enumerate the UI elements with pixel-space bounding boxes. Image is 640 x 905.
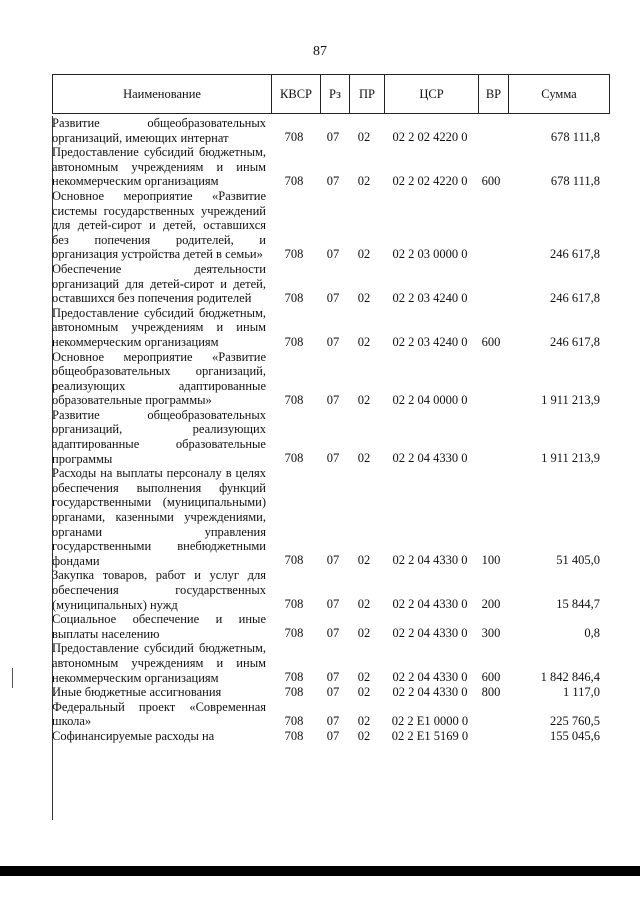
cell-pr: 02 — [357, 246, 371, 261]
cell-rz: 07 — [326, 451, 340, 466]
cell-vr: 600 — [481, 670, 501, 685]
header-pr: ПР — [350, 75, 385, 113]
cell-kvsr: 708 — [284, 451, 304, 466]
cell-csr: 02 2 04 4330 0 — [392, 670, 468, 685]
cell-sum: 246 617,8 — [550, 290, 600, 305]
cell-kvsr: 708 — [284, 246, 304, 261]
table-body — [52, 116, 612, 744]
cell-vr: 800 — [481, 684, 501, 699]
cell-kvsr: 708 — [284, 130, 304, 145]
cell-name: Социальное обеспечение и иные выплаты населению — [52, 612, 266, 641]
header-vr: ВР — [479, 75, 509, 113]
table-row — [52, 189, 612, 262]
cell-sum: 1 117,0 — [562, 684, 600, 699]
cell-kvsr: 708 — [284, 670, 304, 685]
cell-rz: 07 — [326, 334, 340, 349]
cell-csr: 02 2 03 4240 0 — [392, 290, 468, 305]
cell-rz: 07 — [326, 728, 340, 743]
cell-sum: 1 911 213,9 — [541, 451, 600, 466]
cell-kvsr: 708 — [284, 290, 304, 305]
cell-csr: 02 2 03 0000 0 — [392, 246, 468, 261]
cell-sum: 155 045,6 — [550, 728, 600, 743]
table-row — [52, 612, 612, 641]
cell-csr: 02 2 04 4330 0 — [392, 684, 468, 699]
scan-artifact — [12, 668, 13, 688]
cell-rz: 07 — [326, 553, 340, 568]
cell-rz: 07 — [326, 597, 340, 612]
table-row — [52, 116, 612, 145]
cell-sum: 1 842 846,4 — [540, 670, 600, 685]
cell-name: Федеральный проект «Современная школа» — [52, 699, 266, 729]
cell-rz: 07 — [326, 130, 340, 145]
cell-name: Основное мероприятие «Развитие общеобразовательных организаций, реализующих адаптированные образовательные программы» — [52, 349, 266, 408]
cell-csr: 02 2 04 0000 0 — [392, 392, 468, 407]
header-rz: Рз — [321, 75, 350, 113]
cell-name: Расходы на выплаты персоналу в целях обеспечения выполнения функций государственными (муниципальными) органами, казенными учреждениями, органами управления государственными внебюджетными фондами — [52, 466, 266, 568]
cell-name: Предоставление субсидий бюджетным, автономным учреждениям и иным некоммерческим организациям — [52, 641, 266, 685]
cell-sum: 1 911 213,9 — [541, 392, 600, 407]
cell-pr: 02 — [357, 684, 371, 699]
cell-name: Иные бюджетные ассигнования — [52, 685, 222, 700]
table-row — [52, 466, 612, 568]
cell-csr: 02 2 02 4220 0 — [392, 130, 468, 145]
cell-sum: 51 405,0 — [556, 553, 600, 568]
cell-name: Предоставление субсидий бюджетным, автономным учреждениям и иным некоммерческим организациям — [52, 145, 266, 189]
cell-kvsr: 708 — [284, 728, 304, 743]
cell-rz: 07 — [326, 670, 340, 685]
cell-pr: 02 — [357, 392, 371, 407]
header-sum: Сумма — [541, 87, 577, 101]
table-row — [52, 729, 612, 744]
table-row — [52, 306, 612, 350]
cell-pr: 02 — [357, 130, 371, 145]
cell-kvsr: 708 — [284, 597, 304, 612]
cell-name: Основное мероприятие «Развитие системы государственных учреждений для детей-сирот и детей, оставшихся без попечения родителей, и организация устройства детей в семьи» — [52, 188, 266, 262]
cell-vr: 600 — [481, 173, 501, 188]
cell-name: Развитие общеобразовательных организаций, реализующих адаптированные образовательные программы — [52, 407, 266, 466]
cell-sum: 225 760,5 — [550, 713, 600, 728]
table-row — [52, 408, 612, 466]
table-header — [52, 74, 610, 114]
cell-pr: 02 — [357, 670, 371, 685]
cell-csr: 02 2 03 4240 0 — [392, 334, 468, 349]
cell-pr: 02 — [357, 626, 371, 641]
cell-name: Обеспечение деятельности организаций для детей-сирот и детей, оставшихся без попечения родителей — [52, 261, 266, 306]
cell-rz: 07 — [326, 246, 340, 261]
cell-csr: 02 2 E1 5169 0 — [391, 728, 469, 743]
cell-pr: 02 — [357, 173, 371, 188]
cell-sum: 0,8 — [584, 626, 600, 641]
cell-pr: 02 — [357, 553, 371, 568]
cell-vr: 300 — [481, 626, 501, 641]
cell-name: Софинансируемые расходы на — [52, 728, 215, 743]
table-row — [52, 685, 612, 700]
header-kvsr: КВСР — [272, 75, 321, 113]
cell-pr: 02 — [357, 597, 371, 612]
cell-kvsr: 708 — [284, 626, 304, 641]
cell-kvsr: 708 — [284, 334, 304, 349]
cell-name: Закупка товаров, работ и услуг для обеспечения государственных (муниципальных) нужд — [52, 568, 266, 612]
cell-sum: 246 617,8 — [550, 334, 600, 349]
cell-kvsr: 708 — [284, 684, 304, 699]
cell-sum: 15 844,7 — [556, 597, 600, 612]
cell-pr: 02 — [357, 290, 371, 305]
cell-rz: 07 — [326, 173, 340, 188]
page-number: 87 — [313, 44, 327, 59]
cell-kvsr: 708 — [284, 392, 304, 407]
cell-kvsr: 708 — [284, 173, 304, 188]
cell-rz: 07 — [326, 713, 340, 728]
header-name: Наименование — [53, 75, 272, 113]
cell-name: Развитие общеобразовательных организаций, имеющих интернат — [52, 116, 266, 145]
cell-vr: 600 — [481, 334, 501, 349]
table-row — [52, 700, 612, 729]
cell-csr: 02 2 02 4220 0 — [392, 173, 468, 188]
table-row — [52, 350, 612, 408]
cell-csr: 02 2 04 4330 0 — [392, 451, 468, 466]
cell-rz: 07 — [326, 684, 340, 699]
cell-rz: 07 — [326, 290, 340, 305]
cell-sum: 678 111,8 — [550, 130, 600, 145]
cell-kvsr: 708 — [284, 553, 304, 568]
cell-pr: 02 — [357, 728, 371, 743]
cell-csr: 02 2 04 4330 0 — [392, 626, 468, 641]
cell-vr: 200 — [481, 597, 501, 612]
table-row — [52, 262, 612, 306]
cell-rz: 07 — [326, 392, 340, 407]
cell-rz: 07 — [326, 626, 340, 641]
cell-csr: 02 2 E1 0000 0 — [391, 713, 469, 728]
cell-pr: 02 — [357, 451, 371, 466]
header-csr: ЦСР — [385, 75, 479, 113]
cell-csr: 02 2 04 4330 0 — [392, 553, 468, 568]
table-row — [52, 641, 612, 685]
cell-sum: 678 111,8 — [550, 173, 600, 188]
table-row — [52, 145, 612, 189]
page-bottom-bar — [0, 866, 640, 876]
cell-sum: 246 617,8 — [550, 246, 600, 261]
cell-kvsr: 708 — [284, 713, 304, 728]
cell-name: Предоставление субсидий бюджетным, автономным учреждениям и иным некоммерческим организациям — [52, 305, 266, 349]
cell-pr: 02 — [357, 713, 371, 728]
cell-csr: 02 2 04 4330 0 — [392, 597, 468, 612]
table-row — [52, 568, 612, 612]
cell-pr: 02 — [357, 334, 371, 349]
cell-vr: 100 — [481, 553, 501, 568]
